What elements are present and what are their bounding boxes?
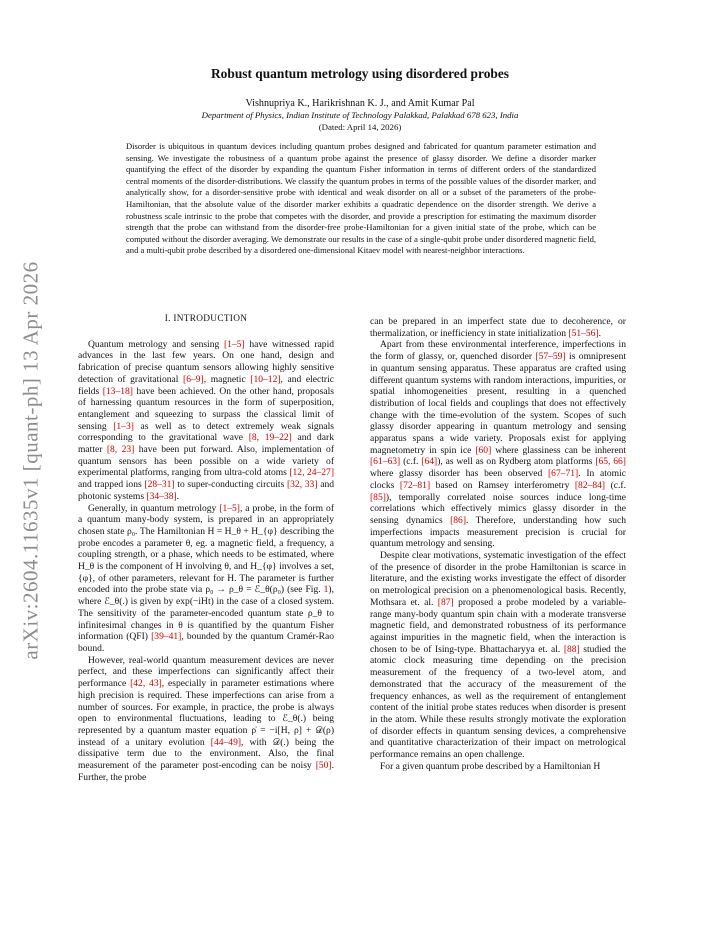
citation-link[interactable]: [65, 66] xyxy=(595,456,626,468)
text-span: and photonic systems xyxy=(78,479,334,502)
text-span: Generally, in quantum metrology xyxy=(88,502,220,514)
text-span: . xyxy=(176,490,180,502)
citation-link[interactable]: [1–3] xyxy=(113,420,134,432)
citation-link[interactable]: [50] xyxy=(315,760,332,772)
text-span: where glassiness can be inherent xyxy=(491,444,626,456)
abstract: Disorder is ubiquitous in quantum devices including quantum probes designed and fabricated for quantum parameter estimation and sensing. We investigate the robustness of a quantum probe against the presence of glassy disorder. We define a disorder marker quantifying the effect of the disorder by expanding the quantum Fisher information in terms of different orders of the standardized central moments of the disorder-distributions. We classify the quantum probes in terms of the possible values of the disorder marker, and analytically show, for a disorder-sensitive probe with identical and weak disorder on all or a subset of the parameters of the probe-Hamiltonian, that the absolute value of the disorder marker exhibits a quadratic dependence on the disorder strength. We derive a robustness scale intrinsic to the probe that competes with the disorder, and provide a prescription for estimating the maximum disorder strength that the probe can withstand from the disorder-free probe-Hamiltonian for a given initial state of the probe, which can be computed without the disorder averaging. We demonstrate our results in the case of a single-qubit probe under disordered magnetic field, and a multi-qubit probe described by a disordered one-dimensional Kitaev model with nearest-neighbor interactions. xyxy=(126,141,596,256)
text-span: , a probe, in the form of a quantum many-body system, is prepared in an appropriately chosen state ρ₀. The Hamiltonian H = H_θ + H_{φ} describing the probe encodes a parameter θ, eg. a magnetic field, a frequency, a coupling strength, or a phase, which needs to be estimated, where H_θ is the component of H involving θ, and H_{φ} involves a set, {φ}, of other parameters, relevant for H. The parameter is further encoded into the probe state via ρ₀ → ρ_θ = ℰ_θ(ρ₀) (see Fig. xyxy=(78,502,335,596)
text-span: . Therefore, understanding how such imperfections impacts measurement precision is crucial for quantum metrology and sensing. xyxy=(370,514,626,550)
citation-link[interactable]: [61–63] xyxy=(370,456,401,468)
paragraph xyxy=(78,655,334,784)
text-span: For a given quantum probe described by a Hamiltonian H xyxy=(380,760,601,772)
text-span: can be prepared in an imperfect state due to decoherence, or thermalization, or inefficiency in state initialization xyxy=(370,316,626,339)
arxiv-stamp xyxy=(14,240,48,680)
citation-link[interactable]: [28–31] xyxy=(144,479,175,491)
citation-link[interactable]: [13–18] xyxy=(102,385,133,397)
arxiv-stamp-text: arXiv:2604.11635v1 [quant-ph] 13 Apr 2026 xyxy=(18,260,43,660)
right-column xyxy=(370,316,626,772)
paragraph xyxy=(370,316,626,339)
citation-link[interactable]: [86] xyxy=(450,514,466,526)
citation-link[interactable]: [85] xyxy=(370,491,386,503)
text-span: . Further, the probe xyxy=(78,760,334,783)
citation-link[interactable]: [57–59] xyxy=(535,351,566,363)
citation-link[interactable]: 1 xyxy=(323,584,329,596)
citation-link[interactable]: [8, 23] xyxy=(106,444,135,456)
citation-link[interactable]: [1–5] xyxy=(219,502,240,514)
paragraph xyxy=(370,339,626,550)
citation-link[interactable]: [32, 33] xyxy=(286,479,318,491)
citation-link[interactable]: [39–41] xyxy=(151,631,182,643)
text-span: based on Ramsey interferometry xyxy=(430,479,575,491)
paragraph xyxy=(370,761,626,773)
text-span: , magnetic xyxy=(203,373,251,385)
citation-link[interactable]: [8, 19–22] xyxy=(248,432,292,444)
citation-link[interactable]: [1–5] xyxy=(223,338,245,350)
affiliation: Department of Physics, Indian Institute of Technology Palakkad, Palakkad 678 623, India xyxy=(201,110,519,120)
citation-link[interactable]: [88] xyxy=(563,643,580,655)
citation-link[interactable]: [6–9] xyxy=(183,373,204,385)
citation-link[interactable]: [12, 24–27] xyxy=(289,467,335,479)
citation-link[interactable]: [42, 43] xyxy=(130,678,162,690)
text-span: to super-conducting circuits xyxy=(174,479,287,491)
text-span: is omnipresent in quantum sensing apparatus. These apparatus are crafted using different quantum systems with random interactions, impurities, or spatial inhomogeneities present, resulting in a quenched distribution of local fields and couplings that does not effectively change with the time-evolution of the system. Scopes of such glassy disorder appearing in quantum metrology and sensing apparatus spans a wide variety. Proposals exist for applying magnetometry in spin ice xyxy=(370,351,626,456)
citation-link[interactable]: [72–81] xyxy=(399,479,431,491)
paragraph xyxy=(78,503,334,655)
citation-link[interactable]: [10–12] xyxy=(250,373,281,385)
text-span: as well as to detect extremely weak signals corresponding to the gravitational wave xyxy=(78,420,335,444)
text-span: and dark matter xyxy=(78,432,334,456)
citation-link[interactable]: [82–84] xyxy=(574,479,606,491)
text-span: Apart from these environmental interference, imperfections in the form of glassy, or, quenched disorder xyxy=(370,339,626,363)
text-span: Quantum metrology and sensing xyxy=(88,338,224,350)
citation-link[interactable]: [44–49] xyxy=(210,736,242,748)
text-span: However, real-world quantum measurement devices are never perfect, and these imperfections can significantly affect their performance xyxy=(78,654,334,690)
text-span: have been put forward. Also, implementation of quantum sensors has been possible on a wide variety of experimental platforms, ranging from ultra-cold atoms xyxy=(78,444,335,479)
citation-link[interactable]: [67–71] xyxy=(548,468,579,480)
text-span: ), temporally correlated noise sources induce long-time correlations which effectively mimics glassy disorder in the sensing dynamics xyxy=(370,491,626,526)
text-span: , and electric fields xyxy=(78,373,334,397)
text-span: where glassy disorder has been observed xyxy=(370,468,548,480)
paragraph xyxy=(78,339,334,503)
paragraph xyxy=(370,550,626,761)
citation-link[interactable]: [87] xyxy=(437,596,454,608)
text-span: ), where ℰ_θ(.) is given by exp(−iHt) in the case of a closed system. The sensitivity of the parameter-encoded quantum state ρ_θ to infinitesimal changes in θ is quantified by the quantum Fisher information (QFI) xyxy=(78,584,334,643)
text-span: and trapped ions xyxy=(78,479,145,491)
paper-title: Robust quantum metrology using disordered probes xyxy=(211,66,509,81)
left-column xyxy=(78,314,334,783)
text-span: . xyxy=(598,327,602,339)
text-span: proposed a probe modeled by a variable-range many-body quantum spin chain with a moderate transverse magnetic field, and demonstrated robustness of its performance against impurities in the magnetic field, when the interaction is chosen to be of Ising-type. Bhattacharyya et. al. xyxy=(370,596,626,655)
citation-link[interactable]: [51–56] xyxy=(568,327,599,339)
text-span: (c.f. xyxy=(605,479,626,491)
text-span: studied the atomic clock measuring time depending on the precision measurement of the frequency of a two-level atom, and demonstrated that the accuracy of the measurement of the frequency enhances, as well as the requirement of entanglement content of the initial probe states reduces when disorder is present in the atom. While these results strongly motivate the exploration of disorder effects in quantum sensing devices, a comprehensive and quantitative characterization of their impact on metrological performance remains an open challenge. xyxy=(370,643,627,761)
text-span: , especially in parameter estimations where high precision is required. These imperfections can arise from a number of sources. For example, in practice, the probe is always open to environmental fluctuations, leading to ℰ_θ(.) being represented by a quantum master equation ρ̇ = −i[H, ρ] + 𝒟(ρ) instead of a unitary evolution xyxy=(78,678,335,748)
citation-link[interactable]: [64] xyxy=(421,456,438,468)
text-span: have witnessed rapid advances in the last few years. On one hand, design and fabrication of precise quantum sensors allowing highly sensitive detection of gravitational xyxy=(78,338,334,385)
citation-link[interactable]: [34–38] xyxy=(146,490,177,502)
text-span: have been achieved. On the other hand, proposals of harnessing quantum resources in the form of superposition, entanglement and squeezing to surpass the classical limit of sensing xyxy=(78,385,334,432)
citation-link[interactable]: [60] xyxy=(475,444,492,456)
text-span: ), as well as on Rydberg atom platforms xyxy=(437,456,596,468)
dated-line: (Dated: April 14, 2026) xyxy=(318,122,402,132)
author-list: Vishnupriya K., Harikrishnan K. J., and Amit Kumar Pal xyxy=(245,98,475,109)
text-span: Despite clear motivations, systematic investigation of the effect of the presence of disorder in the probe Hamiltonian is scarce in literature, and the existing works investigate the effect of disorder on metrological precision on a phenomenological basis. Recently, Mothsara et. al. xyxy=(370,550,626,608)
text-span: . In atomic clocks xyxy=(370,468,626,491)
text-span: , with 𝒟(.) being the dissipative term due to the environment. Also, the final measurement of the parameter post-encoding can be noisy xyxy=(78,736,334,772)
text-span: , bounded by the quantum Cramér-Rao bound. xyxy=(78,631,334,654)
text-span: (c.f. xyxy=(400,456,422,468)
section-heading: I. INTRODUCTION xyxy=(164,314,248,324)
